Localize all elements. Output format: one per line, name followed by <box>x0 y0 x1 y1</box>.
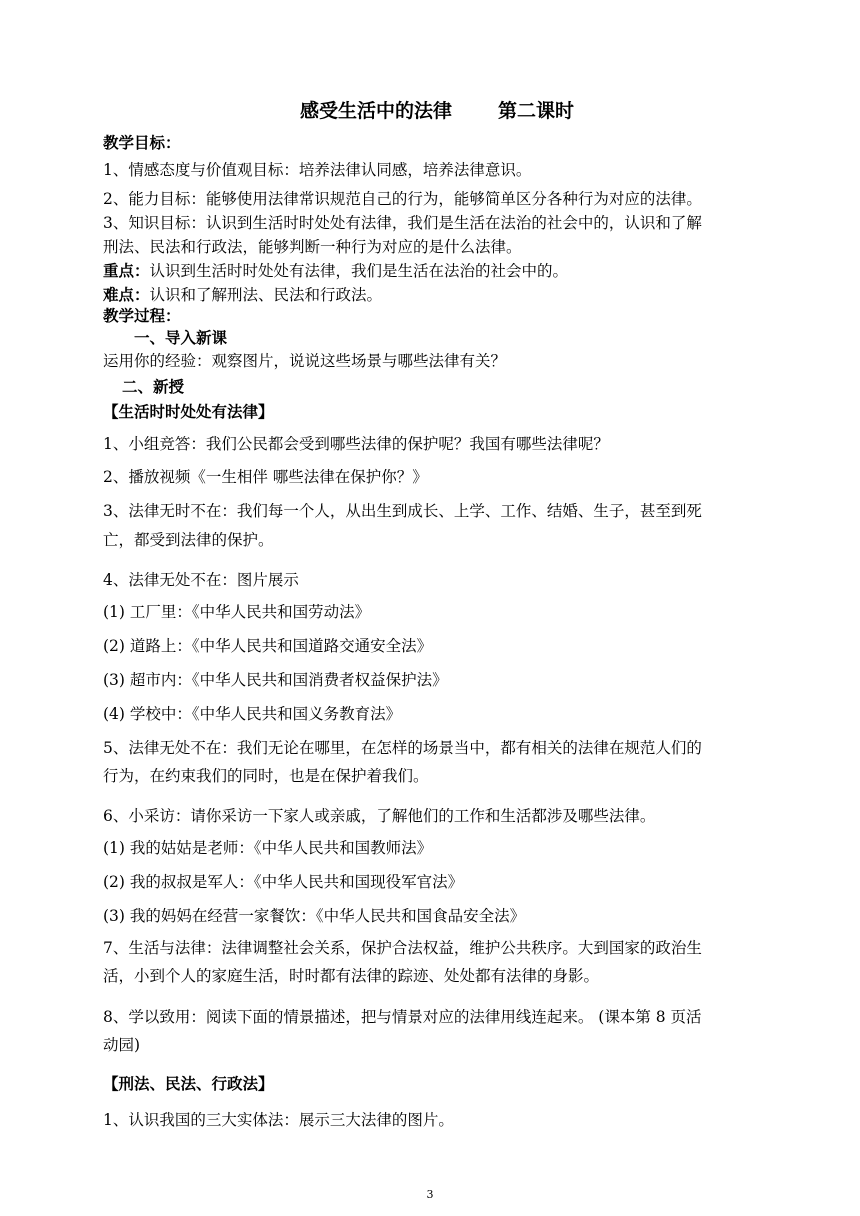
section-heading-process: 教学过程： <box>103 307 181 325</box>
difficulty-line <box>103 285 763 305</box>
body-line: 3、法律无时不在：我们每一个人，从出生到成长、上学、工作、结婚、生子，甚至到死 <box>103 502 702 520</box>
body-line: 2、播放视频《一生相伴 哪些法律在保护你？》 <box>103 468 428 486</box>
difficulty-text: 认识和了解刑法、民法和行政法。 <box>149 286 383 304</box>
body-line: 7、生活与法律：法律调整社会关系，保护合法权益，维护公共秩序。大到国家的政治生 <box>103 939 702 957</box>
list-item: (4) 学校中：《中华人民共和国义务教育法》 <box>103 705 402 723</box>
body-line: 亡，都受到法律的保护。 <box>103 531 274 549</box>
body-line: 8、学以致用：阅读下面的情景描述，把与情景对应的法律用线连起来。 (课本第 8 页活 <box>103 1008 702 1026</box>
body-line: 1、认识我国的三大实体法：展示三大法律的图片。 <box>103 1111 454 1129</box>
key-point-line <box>103 261 763 281</box>
body-line: 动园) <box>103 1036 141 1054</box>
body-line: 活，小到个人的家庭生活，时时都有法律的踪迹、处处都有法律的身影。 <box>103 967 600 985</box>
body-line: 5、法律无处不在：我们无论在哪里，在怎样的场景当中，都有相关的法律在规范人们的 <box>103 739 702 757</box>
list-item: (3) 超市内：《中华人民共和国消费者权益保护法》 <box>103 671 448 689</box>
list-item: (1) 我的姑姑是老师：《中华人民共和国教师法》 <box>103 839 433 857</box>
list-item: (3) 我的妈妈在经营一家餐饮：《中华人民共和国食品安全法》 <box>103 907 526 925</box>
subheading-intro: 一、导入新课 <box>134 329 228 347</box>
list-item: (1) 工厂里：《中华人民共和国劳动法》 <box>103 603 371 621</box>
title-sub: 第二课时 <box>498 100 575 122</box>
section-bracket-heading: 【生活时时处处有法律】 <box>103 403 274 421</box>
body-line: 4、法律无处不在：图片展示 <box>103 571 299 589</box>
difficulty-label: 难点： <box>103 286 150 304</box>
objective-line: 2、能力目标：能够使用法律常识规范自己的行为，能够简单区分各种行为对应的法律。 <box>103 190 702 208</box>
key-point-label: 重点： <box>103 262 150 280</box>
page-number: 3 <box>426 1188 434 1201</box>
body-line: 行为，在约束我们的同时，也是在保护着我们。 <box>103 767 429 785</box>
subheading-new: 二、新授 <box>122 378 185 396</box>
list-item: (2) 道路上：《中华人民共和国道路交通安全法》 <box>103 637 433 655</box>
list-item: (2) 我的叔叔是军人：《中华人民共和国现役军官法》 <box>103 873 464 891</box>
objective-line: 3、知识目标：认识到生活时时处处有法律，我们是生活在法治的社会中的，认识和了解 <box>103 214 702 232</box>
body-line: 1、小组竞答：我们公民都会受到哪些法律的保护呢？我国有哪些法律呢？ <box>103 435 609 453</box>
section-heading-objectives: 教学目标： <box>103 134 181 152</box>
page-title <box>300 96 574 123</box>
objective-line: 刑法、民法和行政法，能够判断一种行为对应的是什么法律。 <box>103 238 522 256</box>
key-point-text: 认识到生活时时处处有法律，我们是生活在法治的社会中的。 <box>149 262 569 280</box>
title-main: 感受生活中的法律 <box>300 100 453 122</box>
objective-line: 1、情感态度与价值观目标：培养法律认同感，培养法律意识。 <box>103 161 532 179</box>
body-line: 6、小采访：请你采访一下家人或亲戚，了解他们的工作和生活都涉及哪些法律。 <box>103 807 656 825</box>
section-bracket-heading: 【刑法、民法、行政法】 <box>103 1075 274 1093</box>
body-line: 运用你的经验：观察图片，说说这些场景与哪些法律有关？ <box>103 352 507 370</box>
